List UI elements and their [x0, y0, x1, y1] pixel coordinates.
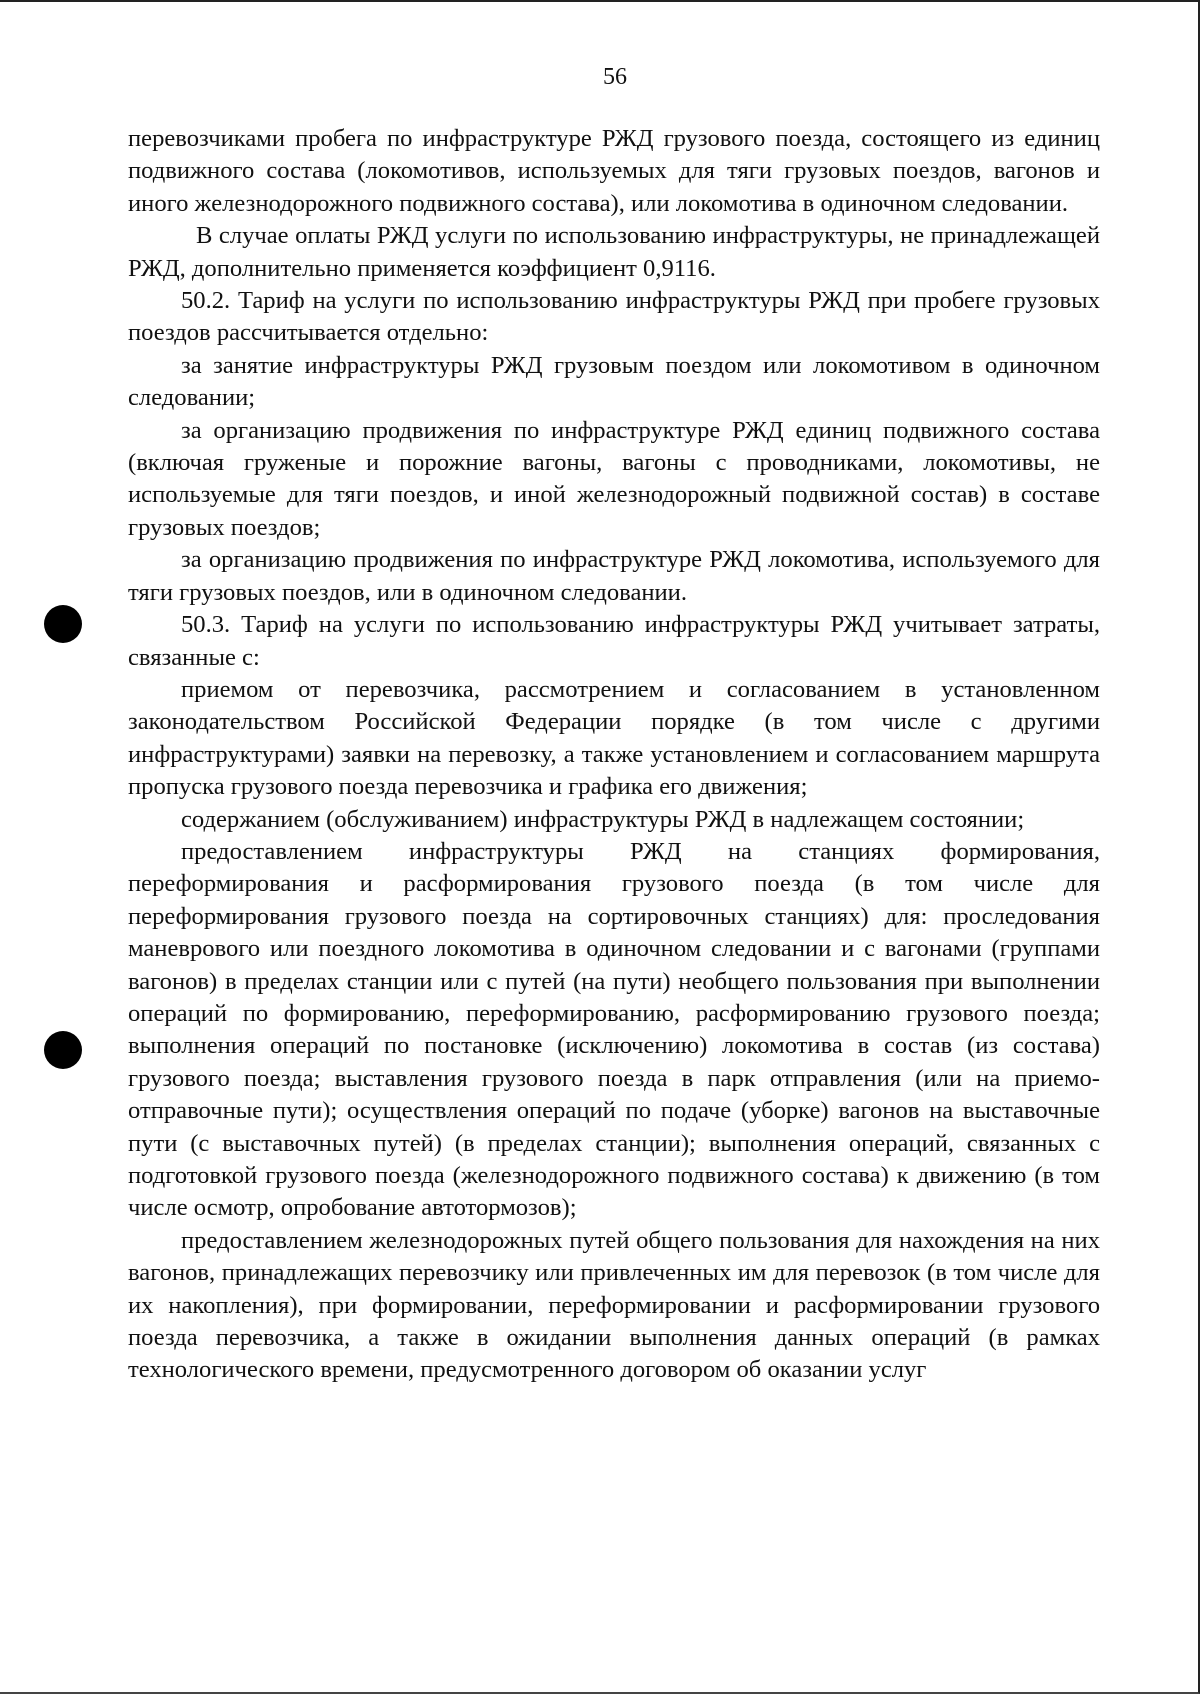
paragraph: приемом от перевозчика, рассмотрением и согласованием в установленном законодательством Российской Федерации порядке (в том числе с другими инфраструктурами) заявки на перевозку, а также установлением и согласованием маршрута пропуска грузового поезда перевозчика и графика его движения;: [128, 675, 1100, 801]
paragraph: перевозчиками пробега по инфраструктуре РЖД грузового поезда, состоящего из единиц подвижного состава (локомотивов, используемых для тяги грузовых поездов, вагонов и иного железнодорожного подвижного состава), или локомотива в одиночном следовании.: [128, 125, 1100, 217]
paragraph: за организацию продвижения по инфраструктуре РЖД локомотива, используемого для тяги грузовых поездов, или в одиночном следовании.: [128, 546, 1100, 606]
paragraph: В случае оплаты РЖД услуги по использованию инфраструктуры, не принадлежащей РЖД, дополнительно применяется коэффициент 0,9116.: [128, 222, 1100, 282]
paragraph: предоставлением инфраструктуры РЖД на станциях формирования, переформирования и расформирования грузового поезда (в том числе для переформирования грузового поезда на сортировочных станциях) для: проследования маневрового или поездного локомотива в одиночном следовании и с вагонами (группами вагонов) в пределах станции или с путей (на пути) необщего пользования при выполнении операций по формированию, переформированию, расформированию грузового поезда; выполнения операций по постановке (исключению) локомотива в состав (из состава) грузового поезда; выставления грузового поезда в парк отправления (или на приемо-отправочные пути); осуществления операций по подаче (уборке) вагонов на выставочные пути (с выставочных путей) (в пределах станции); выполнения операций, связанных с подготовкой грузового поезда (железнодорожного подвижного состава) к движению (в том числе осмотр, опробование автотормозов);: [128, 837, 1100, 1222]
paragraph: 50.3. Тариф на услуги по использованию инфраструктуры РЖД учитывает затраты, связанные с:: [128, 611, 1100, 671]
document-body: [128, 123, 1100, 1387]
paragraph: содержанием (обслуживанием) инфраструктуры РЖД в надлежащем состоянии;: [181, 805, 1025, 833]
paragraph: предоставлением железнодорожных путей общего пользования для нахождения на них вагонов, принадлежащих перевозчику или привлеченных им для перевозок (в том числе для их накопления), при формировании, переформировании и расформировании грузового поезда перевозчика, а также в ожидании выполнения данных операций (в рамках технологического времени, предусмотренного договором об оказании услуг: [128, 1226, 1100, 1384]
paragraph: 50.2. Тариф на услуги по использованию инфраструктуры РЖД при пробеге грузовых поездов рассчитывается отдельно:: [128, 287, 1100, 347]
page-number: 56: [603, 64, 627, 90]
punch-hole: [44, 605, 82, 643]
paragraph: за занятие инфраструктуры РЖД грузовым поездом или локомотивом в одиночном следовании;: [128, 351, 1100, 412]
paragraph: за организацию продвижения по инфраструктуре РЖД единиц подвижного состава (включая груженые и порожние вагоны, вагоны с проводниками, локомотивы, не используемые для тяги поездов, и иной железнодорожный подвижной состав) в составе грузовых поездов;: [128, 416, 1100, 541]
punch-hole: [44, 1031, 82, 1069]
